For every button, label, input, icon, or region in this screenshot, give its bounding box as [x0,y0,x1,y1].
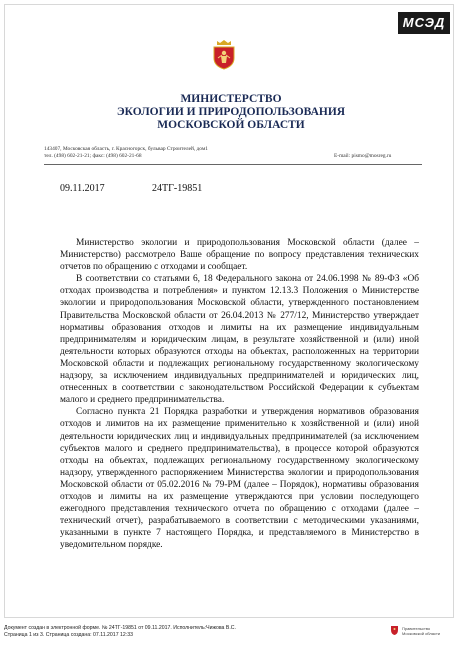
ministry-address [44,146,208,160]
government-label-line2: Московской области [402,631,441,636]
ministry-title-line2: ЭКОЛОГИИ И ПРИРОДОПОЛЬЗОВАНИЯ [116,106,346,118]
letter-paragraph: Министерство экологии и природопользования Московской области (далее – Министерство) рассмотрело Ваше обращение по вопросу представления технических отчетов по обращению с отходами и сообщает. [60,238,419,273]
footer-page-info: Страница 1 из 3. Страница создана: 07.11.2017 12:33 [4,631,134,638]
ministry-title-line1: МИНИСТЕРСТВО [180,93,282,105]
letter-number: 24ТГ-19851 [152,183,203,194]
letter-paragraph: В соответствии со статьями 6, 18 Федерального закона от 24.06.1998 № 89-ФЗ «Об отходах производства и потребления» и пунктом 12.13.3 Положения о Министерстве экологии и природопользования Московской области, утвержденного постановлением Правительства Московской области от 26.04.2013 № 277/12, Министерство утверждает нормативы образования отходов и лимиты на их размещение индивидуальным предпринимателям и юридическим лицам, в результате хозяйственной и (или) иной деятельности которых образуются отходы на объектах, расположенных на территории Московской области и подлежащих региональному государственному экологическому надзору, за исключением индивидуальных предпринимателей и юридических лиц, отнесенных в соответствии с законодательством Российской Федерации к субъектам малого и среднего предпринимательства. [60,274,419,406]
government-crest-icon [390,624,399,635]
phone-fax-line: тел. (498) 602-21-21; факс: (498) 602-21-68 [44,153,142,159]
document-footer [4,625,236,638]
msed-stamp: МСЭД [398,12,450,34]
letter-paragraph: Согласно пункта 21 Порядка разработки и утверждения нормативов образования отходов и лимитов на их размещение применительно к хозяйственной и (или) иной деятельности юридических лиц и индивидуальных предпринимателей (за исключением субъектов малого и среднего предпринимательства), в процессе которой образуются отходы на объектах, подлежащих региональному государственному экологическому надзору, утвержденного распоряжением Министерства экологии и природопользования Московской области от 05.02.2016 № 79-РМ (далее – Порядок), нормативы образования отходов и лимиты на их размещение утверждаются при условии последующего ежегодного представления технического отчета по обращению с отходами (далее – технический отчет), разрабатываемого в соответствии с методическими указаниями, указанными в пункте 7 настоящего Порядка, и представляемого в Министерство в уведомительном порядке. [60,407,419,551]
ministry-email: E-mail: pismo@mosreg.ru [334,153,392,159]
footer-doc-info: Документ создан в электронной форме. № 24ТГ-19851 от 09.11.2017. Исполнитель:Чижова В.С. [4,625,236,631]
letter-body [60,237,419,551]
ministry-title [100,93,362,132]
government-label [402,626,440,636]
ministry-title-line3: МОСКОВСКОЙ ОБЛАСТИ [157,119,305,131]
government-label-line1: Правительство [402,626,431,631]
letter-date: 09.11.2017 [60,183,105,194]
address-line: 143407, Московская область, г. Красногорск, бульвар Строителей, дом1 [44,146,208,152]
header-divider [44,164,422,165]
moscow-oblast-crest-icon [211,38,237,70]
